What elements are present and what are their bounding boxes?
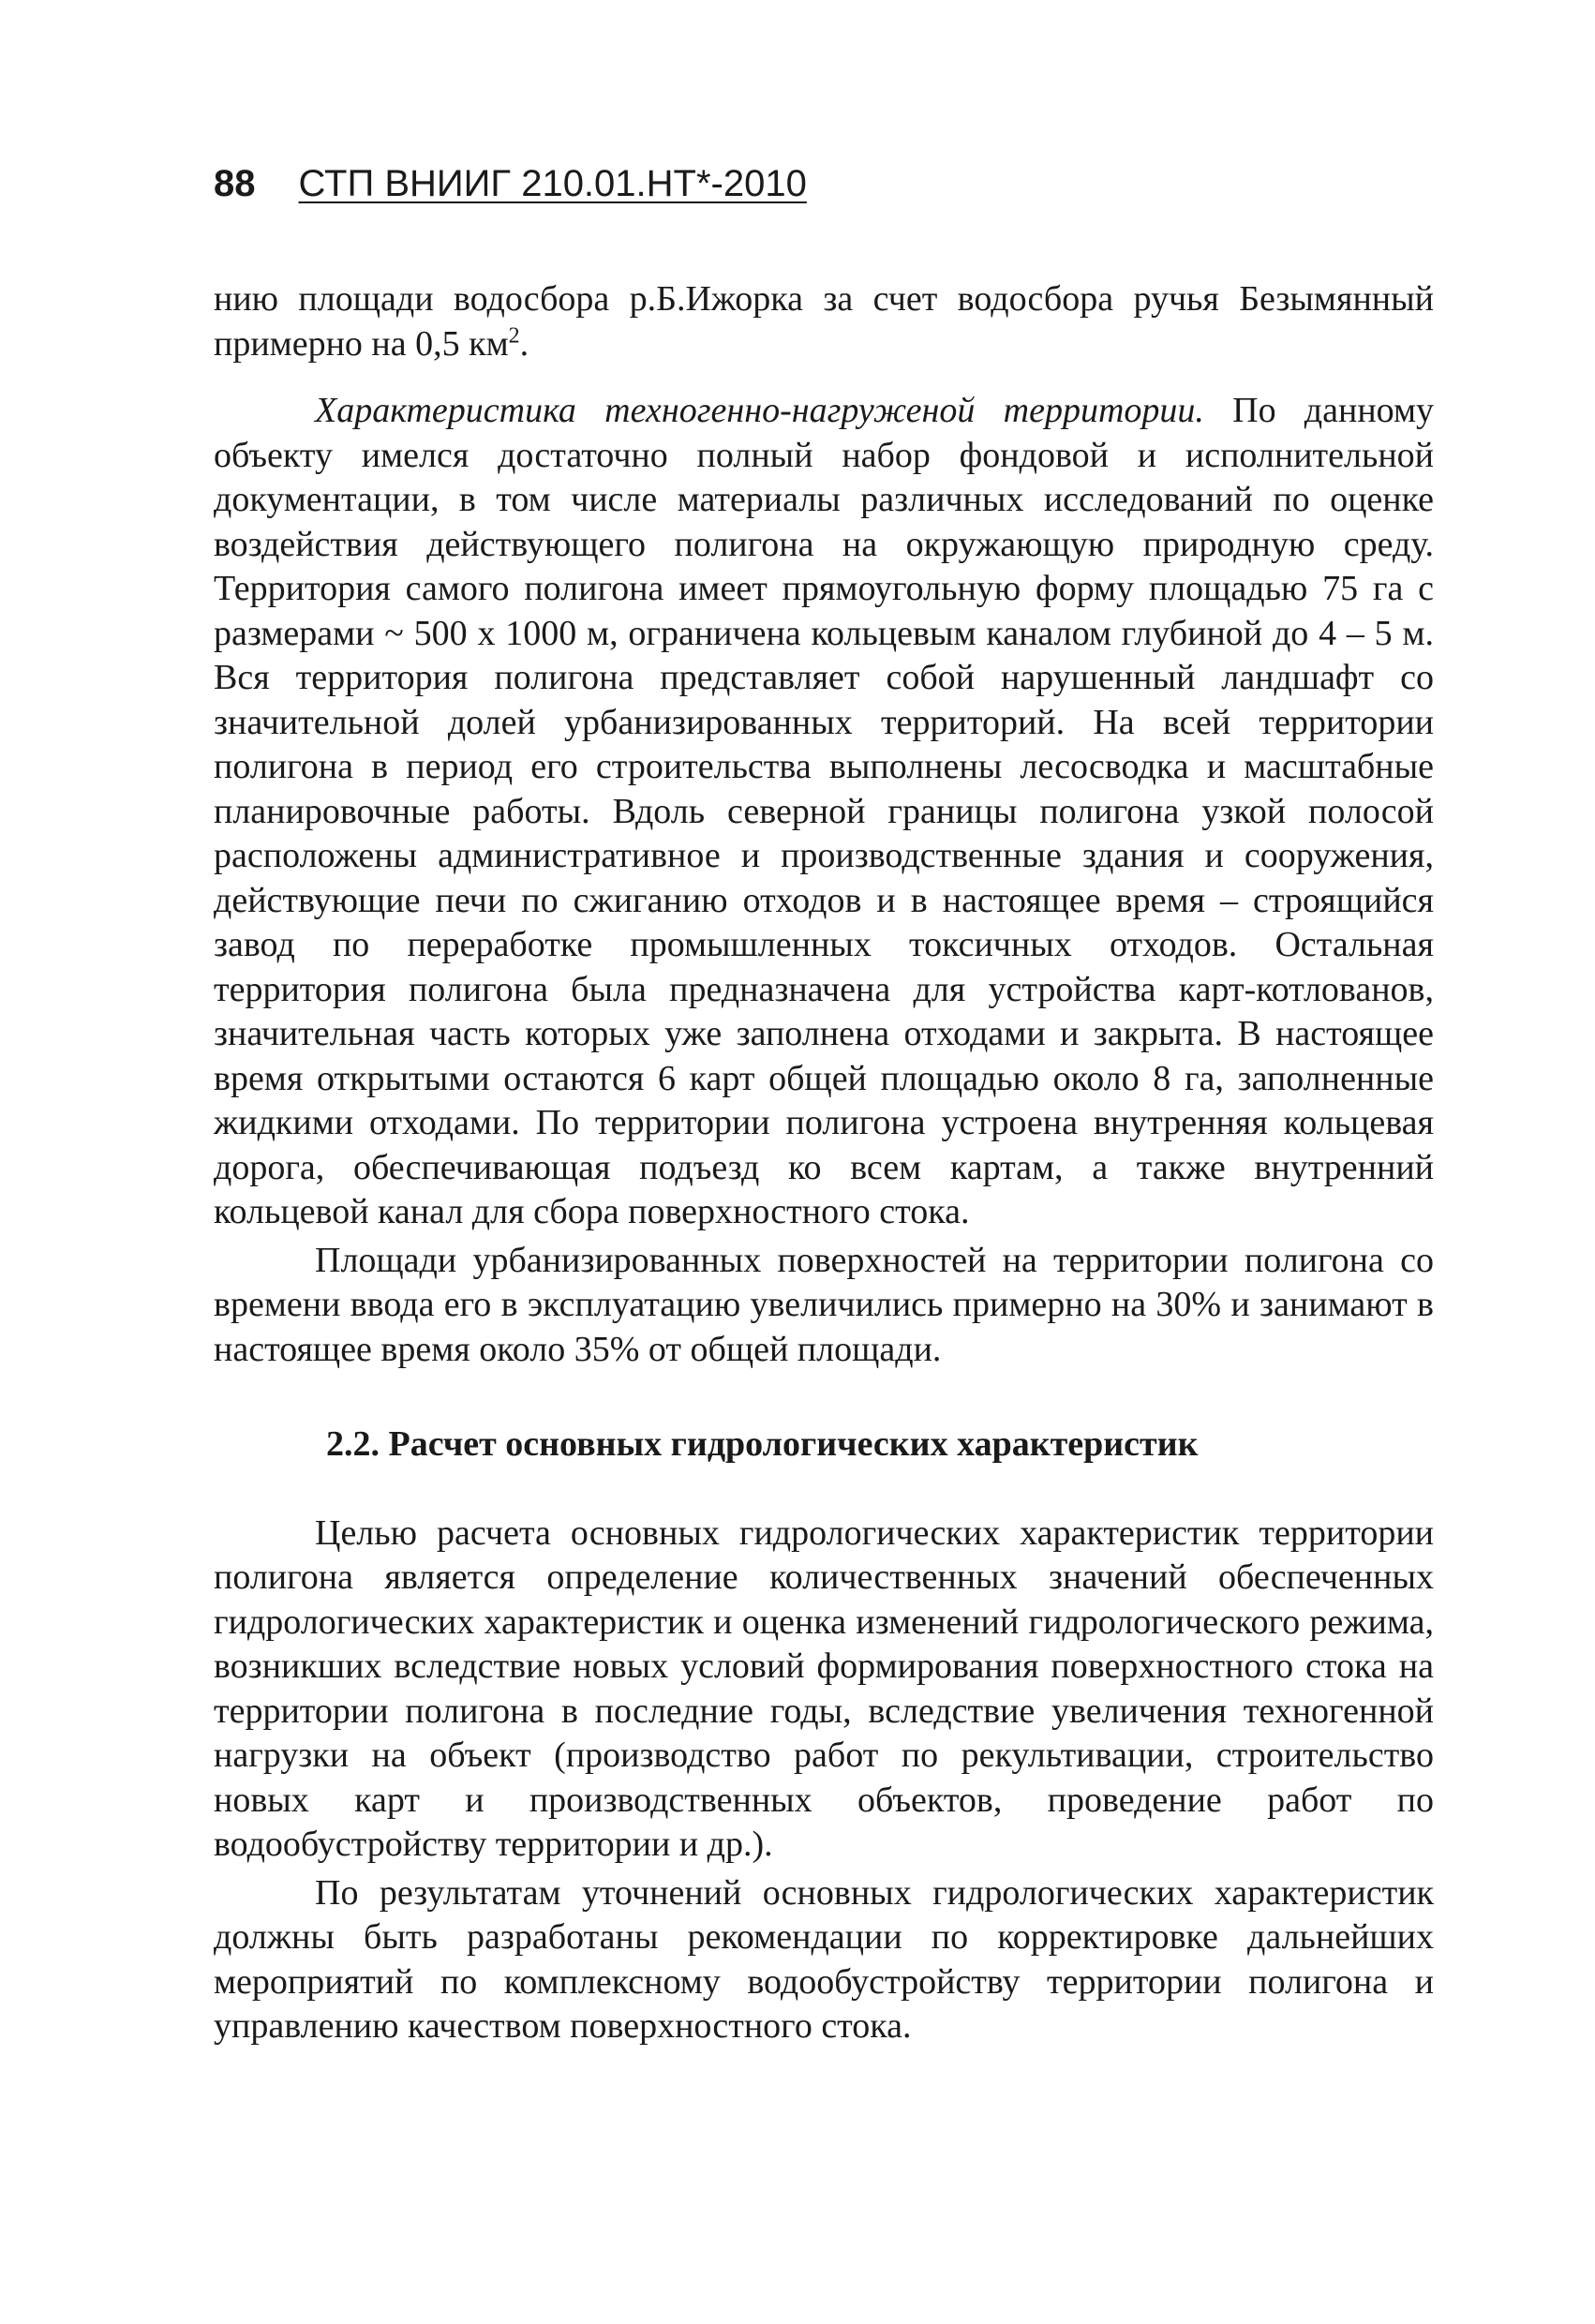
body-text xyxy=(214,277,1434,2049)
document-code: СТП ВНИИГ 210.01.НТ*-2010 xyxy=(298,163,807,204)
running-header xyxy=(214,161,807,206)
paragraph-end: . xyxy=(519,323,529,364)
italic-lead-in: Характеристика техногенно-нагруженой территории. xyxy=(315,391,1204,430)
paragraph-text: нию площади водосбора р.Б.Ижорка за счет водосбора ручья Безымянный примерно на 0,5 км xyxy=(214,279,1434,364)
paragraph-text: По данному объекту имелся достаточно полный набор фондовой и исполнительной документации, в том числе материалы различных исследований по оценке воздействия действующего полигона на окружающую природную среду. Территория самого полигона имеет прямоугольную форму площадью 75 га с размерами ~ 500 х 1000 м, ограничена кольцевым каналом глубиной до 4 – 5 м. Вся территория полигона представляет собой нарушенный ландшафт со значительной долей урбанизированных территорий. На всей территории полигона в период его строительства выполнены лесосводка и масштабные планировочные работы. Вдоль северной границы полигона узкой полосой расположены административное и производственные здания и сооружения, действующие печи по сжиганию отходов и в настоящее время – строящийся завод по переработке промышленных токсичных отходов. Остальная территория полигона была предназначена для устройства карт-котлованов, значительная часть которых уже заполнена отходами и закрыта. В настоящее время открытыми остаются 6 карт общей площадью около 8 га, заполненные жидкими отходами. По территории полигона устроена внутренняя кольцевая дорога, обеспечивающая подъезд ко всем картам, а также внутренний кольцевой канал для сбора поверхностного стока. xyxy=(214,391,1434,1231)
paragraph-text: Целью расчета основных гидрологических характеристик территории полигона является определение количественных значений обеспеченных гидрологических характеристик и оценка изменений гидрологического режима, возникших вследствие новых условий формирования поверхностного стока на территории полигона в последние годы, вследствие увеличения техногенной нагрузки на объект (производство работ по рекультивации, строительство новых карт и производственных объектов, проведение работ по водообустройству территории и др.). xyxy=(214,1512,1434,1864)
paragraph-urban-areas xyxy=(214,1239,1434,1373)
paragraph-continuation xyxy=(214,277,1434,366)
paragraph-purpose xyxy=(214,1512,1434,1868)
paragraph-recommendations xyxy=(214,1871,1434,2049)
section-heading: 2.2. Расчет основных гидрологических характеристик xyxy=(326,1424,1199,1464)
paragraph-text: По результатам уточнений основных гидрологических характеристик должны быть разработаны рекомендации по корректировке дальнейших мероприятий по комплексному водообустройству территории полигона и управлению качеством поверхностного стока. xyxy=(214,1872,1434,2046)
paragraph-territory xyxy=(214,389,1434,1235)
superscript: 2 xyxy=(508,322,520,348)
page-number: 88 xyxy=(214,163,256,204)
paragraph-text: Площади урбанизированных поверхностей на территории полигона со времени ввода его в эксплуатацию увеличились примерно на 30% и занимают в настоящее время около 35% от общей площади. xyxy=(214,1240,1434,1369)
